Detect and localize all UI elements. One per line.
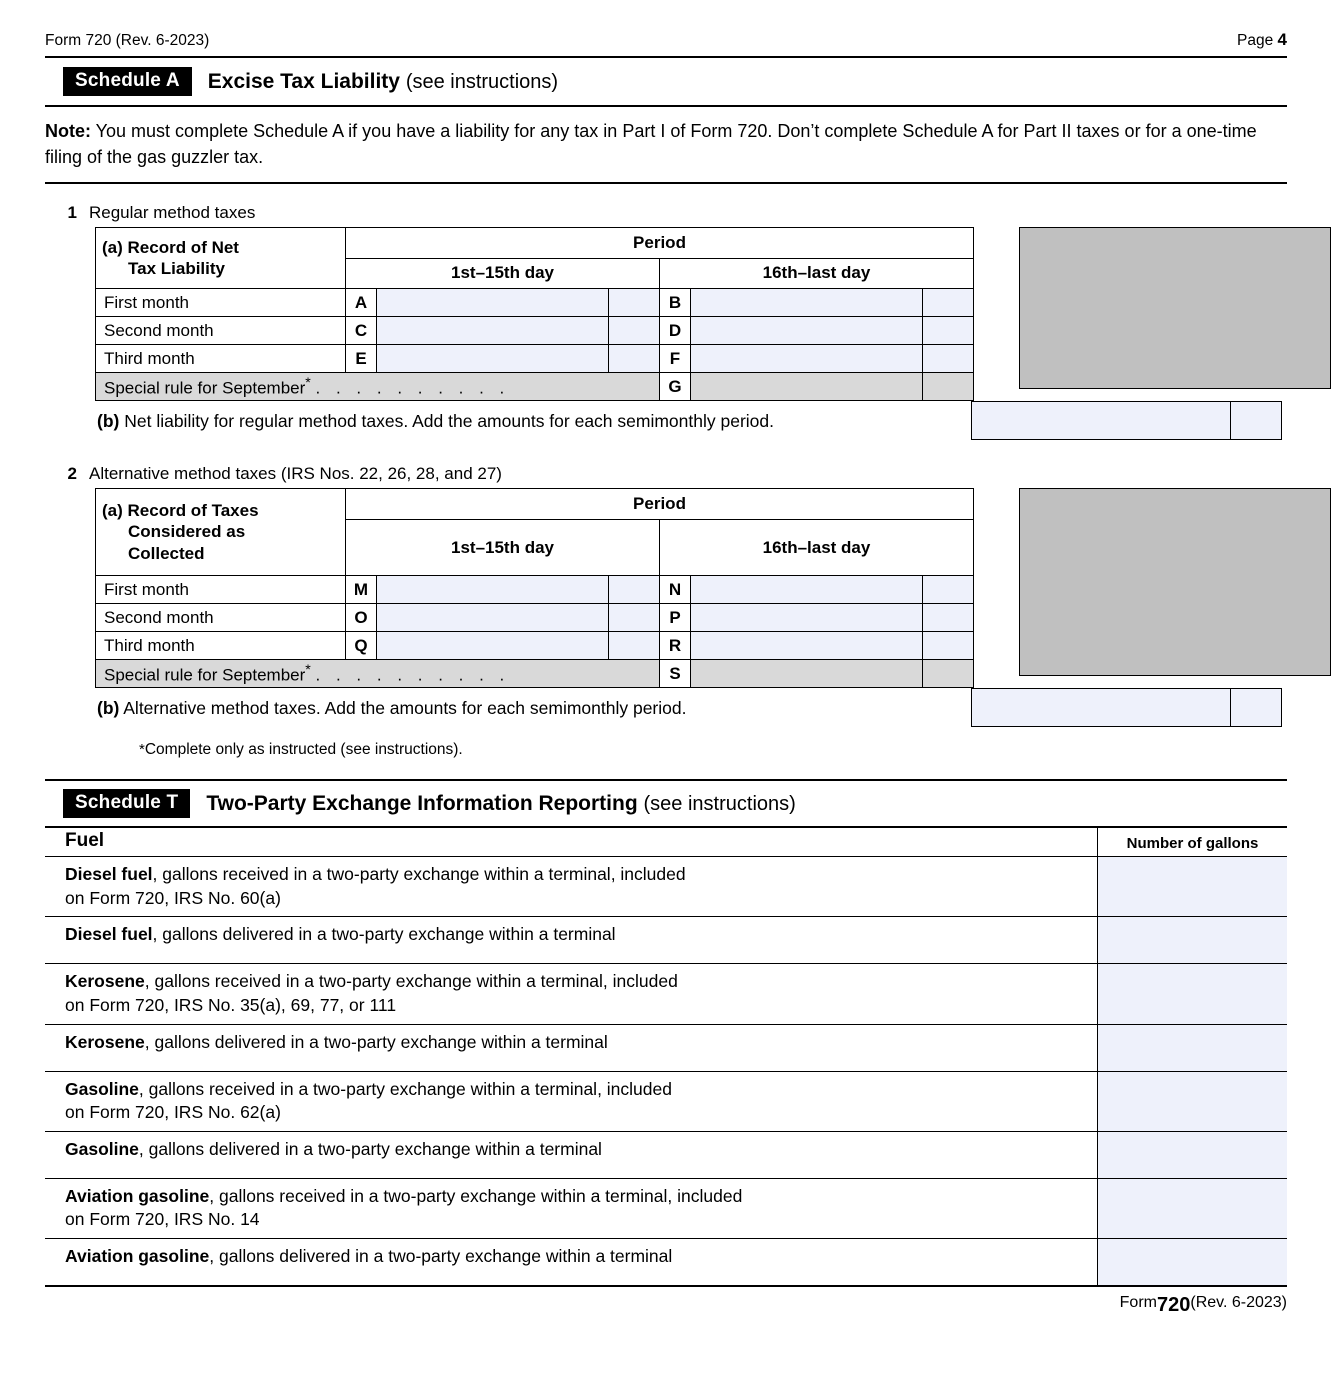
line-2-special-rule-dots: . . . . . . . . . . (315, 665, 510, 685)
line-1-row-2-cents-a[interactable] (609, 345, 660, 373)
line-2b-cents[interactable] (1230, 688, 1282, 727)
schedule-t-row-6-rest: , gallons received in a two-party exchange within a terminal, included (209, 1185, 743, 1206)
page-header (45, 30, 1287, 58)
schedule-a-title (208, 70, 558, 94)
table-row (45, 964, 1287, 1024)
table-row (45, 1071, 1287, 1131)
line-1-row-2-label: Third month (96, 345, 346, 373)
schedule-t-row-2-line2: on Form 720, IRS No. 35(a), 69, 77, or 111 (65, 994, 397, 1015)
line-1b-amount[interactable] (971, 401, 1230, 440)
schedule-t-row-3-fuel: Kerosene (65, 1031, 145, 1052)
line-2-row-1-amount-a[interactable] (377, 604, 609, 632)
schedule-t-row-0-fuel: Diesel fuel (65, 864, 153, 885)
line-1b-desc: Net liability for regular method taxes. Add the amounts for each semimonthly period. (119, 411, 774, 432)
line-1-table (95, 227, 974, 401)
schedule-t-row-6-desc (45, 1178, 1098, 1238)
line-1b-row (95, 401, 1287, 440)
line-1-row-1-cents-a[interactable] (609, 317, 660, 345)
line-1-period-second-half: 16th–last day (660, 258, 974, 289)
line-1-row-1-amount-b[interactable] (691, 317, 923, 345)
line-1b-bold: (b) (97, 411, 120, 432)
line-2-row-1-amount-b[interactable] (691, 604, 923, 632)
line-1-row-0-letter-a: A (346, 289, 377, 317)
schedule-a-banner (45, 58, 1287, 107)
line-2-row-1-letter-a: O (346, 604, 377, 632)
table-row (96, 317, 974, 345)
schedule-a-tag: Schedule A (63, 67, 192, 96)
line-1-row-0-cents-a[interactable] (609, 289, 660, 317)
schedule-t-row-0-desc (45, 857, 1098, 917)
schedule-t-row-0-line2: on Form 720, IRS No. 60(a) (65, 887, 281, 908)
line-1-header-row-1 (96, 228, 974, 259)
schedule-t-row-7-fuel: Aviation gasoline (65, 1246, 210, 1267)
line-2-col-a-bold: (a) (102, 501, 123, 521)
schedule-t-row-3-desc (45, 1024, 1098, 1071)
line-2-period-second-half: 16th–last day (660, 519, 974, 575)
schedule-t-row-4-gallons[interactable] (1098, 1071, 1288, 1131)
schedule-t-col-gallons: Number of gallons (1098, 828, 1288, 857)
line-2-row-0-cents-b[interactable] (923, 576, 974, 604)
line-1-period-first-half: 1st–15th day (346, 258, 660, 289)
line-2-grey-block (1019, 488, 1331, 676)
schedule-t-row-7-desc (45, 1239, 1098, 1287)
line-1-special-rule-text: Special rule for September (104, 378, 306, 398)
line-2-row-2-amount-b[interactable] (691, 632, 923, 660)
schedule-t-row-1-rest: , gallons delivered in a two-party exchange within a terminal (152, 924, 616, 945)
note-bold-label: Note: (45, 121, 91, 141)
line-2-special-rule-star: * (305, 661, 311, 678)
line-1-row-0-label: First month (96, 289, 346, 317)
schedule-t-header-row (45, 828, 1287, 857)
table-row (45, 1131, 1287, 1178)
line-2b-amount[interactable] (971, 688, 1230, 727)
line-2-special-rule-shade-b (923, 660, 974, 688)
line-2-table-wrap (95, 488, 1287, 688)
line-2-row-2-label: Third month (96, 632, 346, 660)
line-1-row-2-amount-b[interactable] (691, 345, 923, 373)
schedule-t-row-5-fuel: Gasoline (65, 1138, 139, 1159)
schedule-t-row-7-gallons[interactable] (1098, 1239, 1288, 1287)
schedule-t-banner (45, 779, 1287, 828)
line-1-row-2-cents-b[interactable] (923, 345, 974, 373)
line-1-row-1-amount-a[interactable] (377, 317, 609, 345)
line-1-heading (45, 203, 1287, 223)
table-row (45, 1178, 1287, 1238)
line-2-special-rule-letter: S (660, 660, 691, 688)
footer-prefix: Form (1119, 1294, 1157, 1312)
schedule-t-col-fuel: Fuel (45, 828, 1098, 857)
line-2-row-0-letter-b: N (660, 576, 691, 604)
table-row (96, 345, 974, 373)
table-row (96, 289, 974, 317)
schedule-t-row-3-rest: , gallons delivered in a two-party exchange within a terminal (144, 1031, 608, 1052)
table-row (45, 917, 1287, 964)
line-1-col-a-line2: Tax Liability (128, 259, 225, 279)
schedule-t-row-2-rest: , gallons received in a two-party exchange within a terminal, included (144, 971, 678, 992)
line-2-row-1-cents-b[interactable] (923, 604, 974, 632)
line-2-heading (45, 464, 1287, 484)
footnote-text: Complete only as instructed (see instructions). (144, 741, 463, 759)
schedule-t-row-0-rest: , gallons received in a two-party exchange within a terminal, included (152, 864, 686, 885)
schedule-t-row-1-gallons[interactable] (1098, 917, 1288, 964)
schedule-t-row-4-line2: on Form 720, IRS No. 62(a) (65, 1102, 281, 1123)
schedule-a-footnote (139, 741, 1287, 759)
line-1-row-1-letter-a: C (346, 317, 377, 345)
line-1-row-2-amount-a[interactable] (377, 345, 609, 373)
table-row (45, 1024, 1287, 1071)
line-2-number: 2 (67, 464, 77, 484)
line-1-row-2-letter-b: F (660, 345, 691, 373)
line-1-table-wrap (95, 227, 1287, 401)
line-1-col-a-line1: Record of Net (127, 237, 239, 257)
line-2-header-row-1 (96, 489, 974, 520)
line-2-row-0-amount-a[interactable] (377, 576, 609, 604)
footer-form-number: 720 (1156, 1294, 1191, 1317)
line-1-row-0-cents-b[interactable] (923, 289, 974, 317)
line-2-col-a-header (96, 489, 346, 576)
schedule-a-title-suffix: (see instructions) (405, 70, 559, 93)
schedule-t-row-1-fuel: Diesel fuel (65, 924, 153, 945)
schedule-t-title-text: Two-Party Exchange Information Reporting (206, 791, 638, 815)
line-2-period-first-half: 1st–15th day (346, 519, 660, 575)
line-1-grey-block (1019, 227, 1331, 389)
line-1-special-rule-star: * (305, 374, 311, 391)
schedule-t-row-2-fuel: Kerosene (65, 971, 145, 992)
schedule-t-row-7-rest: , gallons delivered in a two-party exchange within a terminal (209, 1246, 673, 1267)
line-2-special-rule-shade-a (691, 660, 923, 688)
line-2-label: Alternative method taxes (IRS Nos. 22, 26, 28, and 27) (89, 464, 502, 484)
line-1-row-0-amount-b[interactable] (691, 289, 923, 317)
line-2-col-a-line3: Collected (128, 543, 205, 563)
line-2-special-rule-row (96, 660, 974, 688)
line-2-row-2-letter-a: Q (346, 632, 377, 660)
schedule-t-row-4-rest: , gallons received in a two-party exchange within a terminal, included (138, 1078, 672, 1099)
line-2-row-2-cents-b[interactable] (923, 632, 974, 660)
schedule-t-row-5-gallons[interactable] (1098, 1131, 1288, 1178)
schedule-t-row-0-gallons[interactable] (1098, 857, 1288, 917)
form-revision-label: Form 720 (Rev. 6-2023) (45, 32, 210, 49)
page-word: Page (1237, 32, 1274, 49)
line-1-number: 1 (67, 203, 77, 223)
schedule-t-title (206, 792, 795, 816)
line-2-row-0-letter-a: M (346, 576, 377, 604)
line-1-row-1-cents-b[interactable] (923, 317, 974, 345)
line-1-special-rule-shade-a (691, 373, 923, 401)
schedule-t-row-2-gallons[interactable] (1098, 964, 1288, 1024)
line-2-special-rule-text: Special rule for September (104, 665, 306, 685)
line-1-row-0-amount-a[interactable] (377, 289, 609, 317)
line-2-row-2-cents-a[interactable] (609, 632, 660, 660)
schedule-t-table (45, 828, 1287, 1287)
line-2b-row (95, 688, 1287, 727)
line-2-row-2-amount-a[interactable] (377, 632, 609, 660)
line-1-special-rule-shade-b (923, 373, 974, 401)
line-1-special-rule-label (96, 373, 660, 401)
schedule-t-row-6-line2: on Form 720, IRS No. 14 (65, 1209, 260, 1230)
line-1-special-rule-row (96, 373, 974, 401)
line-1-col-a-bold: (a) (102, 237, 123, 257)
schedule-t-title-suffix: (see instructions) (643, 792, 796, 815)
line-1-row-1-letter-b: D (660, 317, 691, 345)
table-row (96, 604, 974, 632)
table-row (45, 1239, 1287, 1287)
line-2-row-1-cents-a[interactable] (609, 604, 660, 632)
schedule-t-row-6-gallons[interactable] (1098, 1178, 1288, 1238)
line-2-row-1-label: Second month (96, 604, 346, 632)
schedule-t-row-1-desc (45, 917, 1098, 964)
line-2-row-1-letter-b: P (660, 604, 691, 632)
line-1b-cents[interactable] (1230, 401, 1282, 440)
line-2b-text (95, 688, 971, 727)
line-2-period-header: Period (346, 489, 974, 520)
line-2-col-a-line1: Record of Taxes (127, 501, 259, 521)
line-2b-bold: (b) (97, 698, 120, 719)
line-2-special-rule-label (96, 660, 660, 688)
page-footer (45, 1287, 1287, 1317)
schedule-t-row-6-fuel: Aviation gasoline (65, 1185, 210, 1206)
table-row (96, 576, 974, 604)
schedule-t-tag: Schedule T (63, 789, 190, 818)
line-2-table (95, 488, 974, 688)
line-2-row-2-letter-b: R (660, 632, 691, 660)
schedule-t-row-2-desc (45, 964, 1098, 1024)
line-2-row-0-label: First month (96, 576, 346, 604)
line-1-label: Regular method taxes (89, 203, 256, 223)
page-number: 4 (1277, 30, 1287, 49)
line-1b-text (95, 401, 971, 440)
line-2-row-0-cents-a[interactable] (609, 576, 660, 604)
schedule-a-title-text: Excise Tax Liability (207, 69, 400, 93)
table-row (96, 632, 974, 660)
line-1-row-0-letter-b: B (660, 289, 691, 317)
line-2-row-0-amount-b[interactable] (691, 576, 923, 604)
note-text: You must complete Schedule A if you have a liability for any tax in Part I of Form 720. Don’t complete Schedule A for Part II taxes or for a one-time filing of the gas guzzler tax. (45, 121, 1257, 167)
schedule-t-row-4-fuel: Gasoline (65, 1078, 139, 1099)
line-1-special-rule-letter: G (660, 373, 691, 401)
schedule-t-row-5-rest: , gallons delivered in a two-party exchange within a terminal (138, 1138, 602, 1159)
schedule-t-row-5-desc (45, 1131, 1098, 1178)
line-1-col-a-header (96, 228, 346, 289)
schedule-t-row-4-desc (45, 1071, 1098, 1131)
footnote-star: * (139, 741, 145, 759)
page-number-label (1237, 30, 1287, 50)
footer-suffix: (Rev. 6-2023) (1190, 1294, 1287, 1312)
line-1-row-1-label: Second month (96, 317, 346, 345)
line-1-period-header: Period (346, 228, 974, 259)
table-row (45, 857, 1287, 917)
schedule-t-row-3-gallons[interactable] (1098, 1024, 1288, 1071)
schedule-a-note (45, 107, 1287, 184)
line-2b-desc: Alternative method taxes. Add the amounts for each semimonthly period. (119, 698, 687, 719)
line-2-col-a-line2: Considered as (128, 522, 246, 542)
line-1-row-2-letter-a: E (346, 345, 377, 373)
line-1-special-rule-dots: . . . . . . . . . . (315, 378, 510, 398)
